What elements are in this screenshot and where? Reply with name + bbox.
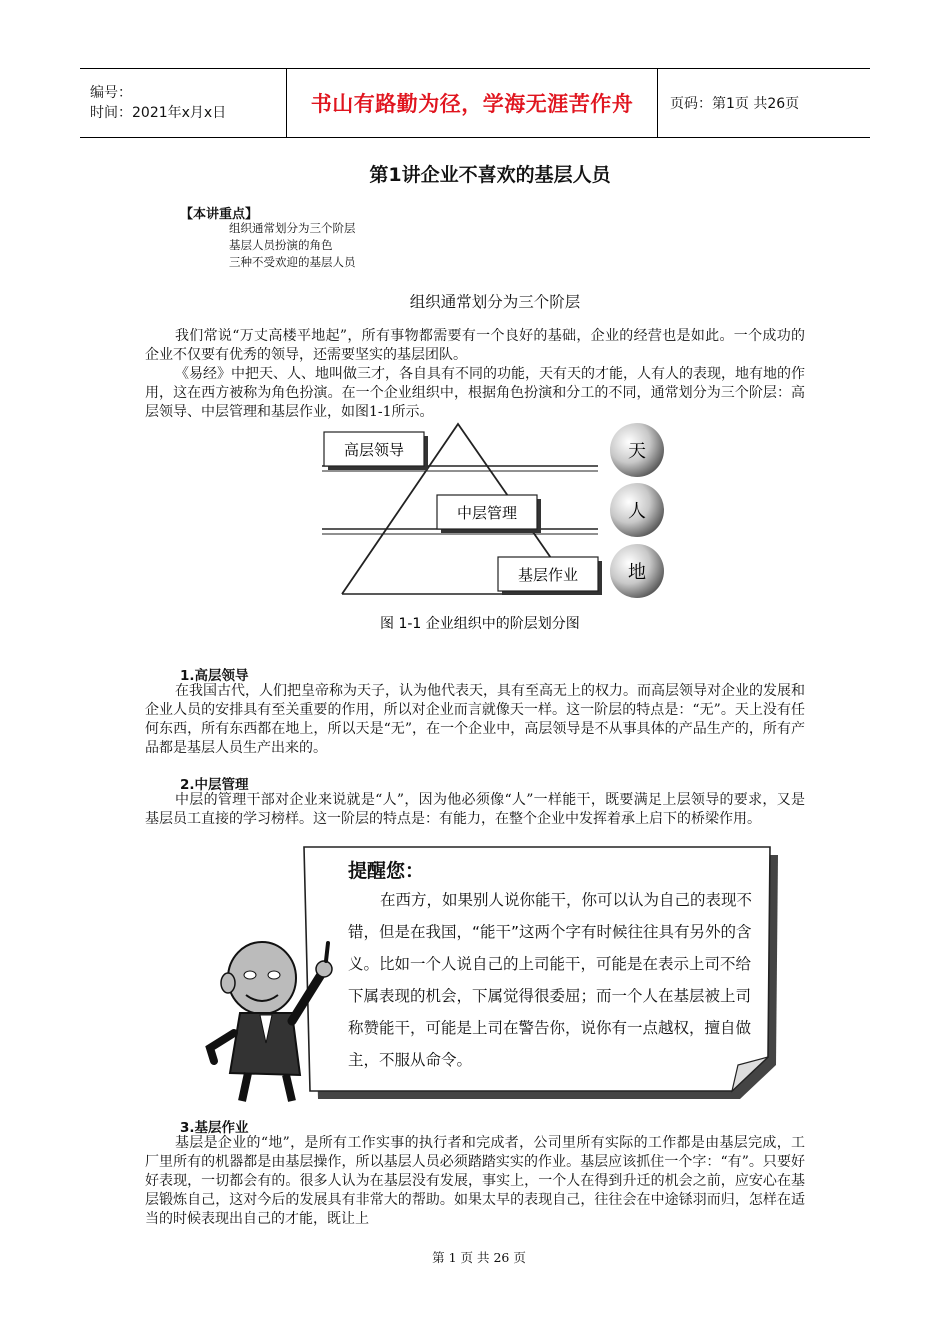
subsection-paragraph: 中层的管理干部对企业来说就是“人”，因为他必须像“人”一样能干，既要满足上层领导的要求，又是基层员工直接的学习榜样。这一阶层的特点是：有能力，在整个企业中发挥着承上启下的桥梁作用。	[145, 792, 805, 827]
key-point-item: 三种不受欢迎的基层人员	[229, 255, 356, 269]
callout-title: 提醒您：	[348, 860, 425, 882]
box-label: 高层领导	[343, 441, 405, 459]
time-label: 时间：2021年x月x日	[90, 105, 227, 121]
subsection-title: 3.基层作业	[180, 1120, 249, 1136]
number-label: 编号：	[90, 85, 132, 101]
key-point-item: 基层人员扮演的角色	[229, 238, 333, 252]
subsection-paragraph: 基层是企业的“地”，是所有工作实事的执行者和完成者，公司里所有实际的工作都是由基层完成，工厂里所有的机器都是由基层操作，所以基层人员必须踏踏实实的作业。基层应该抓住一个字：“有”。只要好好表现，一切都会有的。很多人认为在基层没有发展，事实上，一个人在得到升迁的机会之前，应安心在基层锻炼自己，这对今后的发展具有非常大的帮助。如果太早的表现自己，往往会在中途铩羽而归，怎样在适当的时候表现出自己的才能，既让上	[145, 1135, 805, 1227]
circle-label: 人	[628, 501, 646, 522]
document-title: 第1讲企业不喜欢的基层人员	[369, 164, 611, 186]
callout-text: 在西方，如果别人说你能干，你可以认为自己的表现不错，但是在我国，“能干”这两个字有时候往往具有另外的含义。比如一个人说自己的上司能干，可能是在表示上司不给下属表现的机会，下属觉得很委屈；而一个人在基层被上司称赞能干，可能是上司在警告你，说你有一点越权，擅自做主，不服从命令。	[348, 891, 753, 1069]
page-header	[80, 68, 870, 138]
key-point-item: 组织通常划分为三个阶层	[229, 221, 356, 235]
box-label: 中层管理	[456, 504, 518, 522]
key-points-list	[229, 220, 356, 271]
figure-caption: 图 1-1 企业组织中的阶层划分图	[380, 616, 580, 632]
key-points-heading: 【本讲重点】	[180, 207, 259, 222]
header-meta	[80, 69, 286, 137]
circle-label: 天	[628, 441, 646, 462]
header-motto: 书山有路勤为径，学海无涯苦作舟	[286, 69, 658, 137]
header-page-info: 页码：第1页 共26页	[670, 96, 800, 112]
circle-label: 地	[628, 562, 646, 583]
intro-paragraph: 《易经》中把天、人、地叫做三才，各自具有不同的功能，天有天的才能，人有人的表现，地有地的作用，这在西方被称为角色扮演。在一个企业组织中，根据角色扮演和分工的不同，通常划分为三个阶层：高层领导、中层管理和基层作业，如图1-1所示。	[145, 366, 805, 420]
page-footer: 第 1 页 共 26 页	[432, 1250, 526, 1265]
section-title: 组织通常划分为三个阶层	[409, 293, 581, 311]
subsection-title: 1.高层领导	[180, 668, 249, 684]
subsection-paragraph: 在我国古代，人们把皇帝称为天子，认为他代表天，具有至高无上的权力。而高层领导对企业的发展和企业人员的安排具有至关重要的作用，所以对企业而言就像天一样。这一阶层的特点是：“无”。天上没有任何东西，所有东西都在地上，所以天是“无”，在一个企业中，高层领导是不从事具体的产品生产的，所有产品都是基层人员生产出来的。	[145, 683, 805, 756]
subsection-title: 2.中层管理	[180, 777, 249, 793]
box-label: 基层作业	[517, 566, 579, 584]
hierarchy-figure	[300, 418, 680, 643]
intro-paragraph: 我们常说“万丈高楼平地起”，所有事物都需要有一个良好的基础，企业的经营也是如此。一个成功的企业不仅要有优秀的领导，还需要坚实的基层团队。	[145, 328, 805, 363]
